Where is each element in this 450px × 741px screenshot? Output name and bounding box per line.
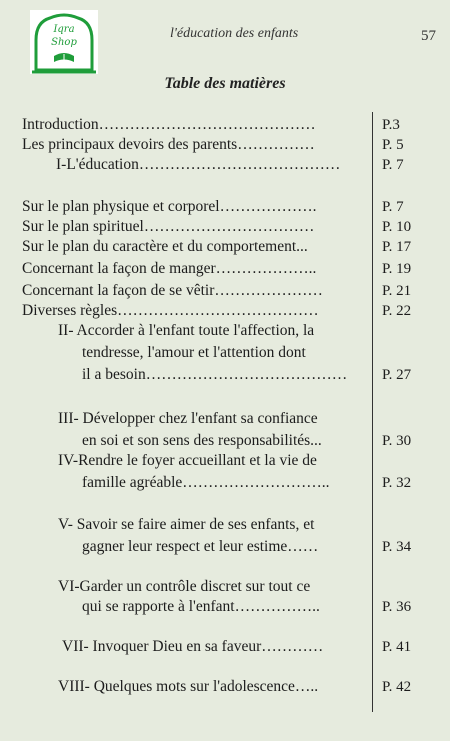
toc-page-ref: P.3: [382, 117, 400, 133]
toc-entry: Concernant la façon de se vêtir…………………: [22, 282, 323, 299]
toc-entry: qui se rapporte à l'enfant……………..: [82, 598, 320, 615]
toc-entry: famille agréable………………………..: [82, 474, 330, 491]
toc-entry: VII- Invoquer Dieu en sa faveur…………: [62, 638, 324, 655]
toc-page-ref: P. 42: [382, 679, 412, 695]
toc-page-ref: P. 27: [382, 367, 412, 383]
toc-page-ref: P. 21: [382, 283, 412, 299]
toc-entry: Diverses règles…………………………………: [22, 302, 319, 319]
toc-entry: I-L'éducation…………………………………: [56, 156, 341, 173]
toc-entry: Sur le plan spirituel……………………………: [22, 218, 315, 235]
toc-entry: Sur le plan du caractère et du comportement...: [22, 238, 308, 255]
toc-entry: V- Savoir se faire aimer de ses enfants, et: [58, 516, 315, 533]
toc-page-ref: P. 7: [382, 199, 404, 215]
toc-entry: II- Accorder à l'enfant toute l'affection, la: [58, 322, 315, 339]
toc-entry: en soi et son sens des responsabilités...: [82, 432, 322, 449]
toc-page-ref: P. 30: [382, 433, 412, 449]
running-header-title: l'éducation des enfants: [170, 26, 299, 41]
toc-page-ref: P. 32: [382, 475, 412, 491]
toc-page-ref: P. 17: [382, 239, 412, 255]
toc-page-ref: P. 34: [382, 539, 412, 555]
toc-entry: Les principaux devoirs des parents……………: [22, 136, 315, 153]
toc-entry: Concernant la façon de manger………………..: [22, 260, 317, 277]
toc-entry: IV-Rendre le foyer accueillant et la vie de: [58, 452, 317, 469]
toc-entry: III- Développer chez l'enfant sa confiance: [58, 410, 318, 427]
svg-text:Shop: Shop: [51, 37, 77, 48]
toc-page-ref: P. 22: [382, 303, 412, 319]
toc-entry: Sur le plan physique et corporel……………….: [22, 198, 317, 215]
toc-entry: il a besoin…………………………………: [82, 366, 348, 383]
toc-page-ref: P. 5: [382, 137, 404, 153]
toc-page-ref: P. 10: [382, 219, 412, 235]
toc-page-ref: P. 7: [382, 157, 404, 173]
toc-entry: gagner leur respect et leur estime……: [82, 538, 319, 555]
page-number: 57: [421, 28, 436, 44]
toc-page-ref: P. 36: [382, 599, 412, 615]
toc-entry: VIII- Quelques mots sur l'adolescence…..: [58, 678, 319, 695]
toc-page-ref: P. 41: [382, 639, 412, 655]
toc-title: Table des matières: [164, 75, 286, 92]
toc-page-ref: P. 19: [382, 261, 412, 277]
svg-text:Iqra: Iqra: [53, 24, 75, 35]
toc-entry: Introduction……………………………………: [22, 116, 316, 133]
toc-entry: VI-Garder un contrôle discret sur tout ce: [58, 578, 311, 595]
toc-entry: tendresse, l'amour et l'attention dont: [82, 344, 306, 361]
